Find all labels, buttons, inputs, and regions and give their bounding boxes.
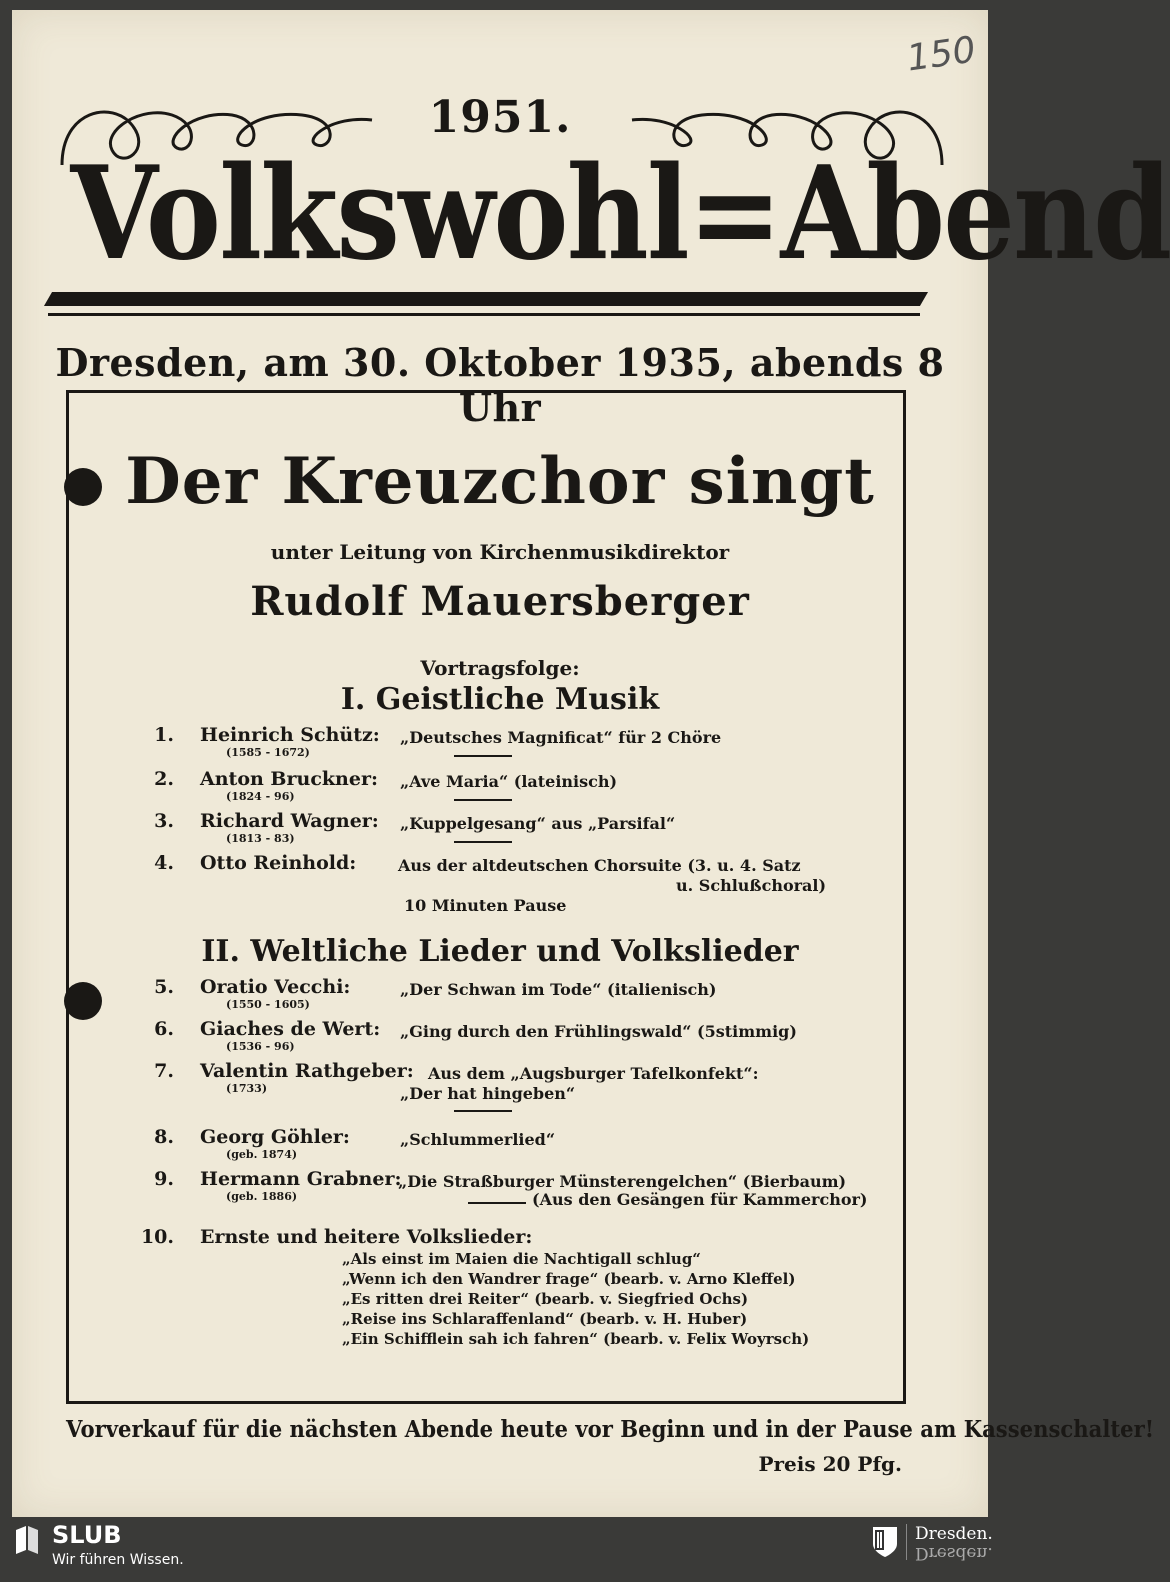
song-line: „Reise ins Schlaraffenland“ (bearb. v. H. Huber) <box>342 1310 748 1328</box>
item-composer: Giaches de Wert: <box>200 1018 381 1040</box>
item-work: Aus dem „Augsburger Tafelkonfekt“: <box>428 1064 759 1083</box>
item-work: „Der Schwan im Tode“ (italienisch) <box>400 980 717 999</box>
book-icon <box>14 1524 40 1554</box>
separator <box>454 799 512 801</box>
item-composer: Otto Reinhold: <box>200 852 357 874</box>
item-composer: Anton Bruckner: <box>200 768 378 790</box>
title-rule-thick <box>44 292 928 306</box>
separator <box>454 841 512 843</box>
song-line: „Wenn ich den Wandrer frage“ (bearb. v. Arno Kleffel) <box>342 1270 796 1288</box>
song-line: „Ein Schifflein sah ich fahren“ (bearb. v. Felix Woyrsch) <box>342 1330 810 1348</box>
item-work-continued: u. Schlußchoral) <box>676 876 827 895</box>
item-composer: Georg Göhler: <box>200 1126 350 1148</box>
program-sheet <box>12 10 1170 1517</box>
handwritten-number: 150 <box>904 29 979 80</box>
intermission-note: 10 Minuten Pause <box>404 896 567 915</box>
item-work: „Schlummerlied“ <box>400 1130 556 1149</box>
headline: Der Kreuzchor singt <box>125 444 875 519</box>
price-label: Preis 20 Pfg. <box>758 1452 902 1476</box>
item-number: 6. <box>154 1018 174 1040</box>
item-composer: Oratio Vecchi: <box>200 976 351 998</box>
item-work: „Deutsches Magnificat“ für 2 Chöre <box>400 728 722 747</box>
item-years: (1824 - 96) <box>226 790 295 803</box>
coat-of-arms-icon <box>872 1526 898 1558</box>
item-number: 2. <box>154 768 174 790</box>
item-years: (1550 - 1605) <box>226 998 310 1011</box>
title-rule-thin <box>48 313 920 316</box>
item-number: 8. <box>154 1126 174 1148</box>
item-work: Aus der altdeutschen Chorsuite (3. u. 4. Satz <box>398 856 801 875</box>
conductor-name: Rudolf Mauersberger <box>250 578 750 625</box>
item-number: 9. <box>154 1168 174 1190</box>
item-years: (geb. 1886) <box>226 1190 298 1203</box>
item-composer: Hermann Grabner: <box>200 1168 402 1190</box>
item-work: „Ave Maria“ (lateinisch) <box>400 772 618 791</box>
footer-bar <box>0 1517 1000 1582</box>
item-years: (1733) <box>226 1082 268 1095</box>
item-number: 7. <box>154 1060 174 1082</box>
item-years: (1585 - 1672) <box>226 746 310 759</box>
section-heading: I. Geistliche Musik <box>340 682 660 717</box>
separator <box>454 755 512 757</box>
footer-divider <box>906 1524 907 1560</box>
song-line: „Als einst im Maien die Nachtigall schlug“ <box>342 1250 701 1268</box>
item-years: (1536 - 96) <box>226 1040 295 1053</box>
item-number: 1. <box>154 724 174 746</box>
dresden-logo-text[interactable]: Dresden. <box>915 1524 993 1544</box>
item-composer: Richard Wagner: <box>200 810 379 832</box>
item-number: 4. <box>154 852 174 874</box>
conductor-intro: unter Leitung von Kirchenmusikdirektor <box>270 540 730 564</box>
slub-tagline: Wir führen Wissen. <box>52 1552 184 1568</box>
dateline: Dresden, am 30. Oktober 1935, abends 8 Uhr <box>55 340 945 430</box>
item-number: 5. <box>154 976 174 998</box>
item-work-continued: „Der hat hingeben“ <box>400 1084 576 1103</box>
separator <box>468 1202 526 1204</box>
item-work: „Kuppelgesang“ aus „Parsifal“ <box>400 814 676 833</box>
year-label: 1951. <box>428 92 572 143</box>
program-heading: Vortragsfolge: <box>420 656 580 680</box>
presale-notice: Vorverkauf für die nächsten Abende heute vor Beginn und in der Pause am Kassenschalter! <box>66 1416 1155 1443</box>
item-years: (geb. 1874) <box>226 1148 298 1161</box>
item-years: (1813 - 83) <box>226 832 295 845</box>
item-composer: Heinrich Schütz: <box>200 724 380 746</box>
dresden-logo-reflection: Dresden. <box>915 1543 993 1563</box>
song-line: „Es ritten drei Reiter“ (bearb. v. Siegfried Ochs) <box>342 1290 749 1308</box>
slub-logo-text[interactable]: SLUB <box>52 1521 122 1549</box>
item-work: „Ging durch den Frühlingswald“ (5stimmig) <box>400 1022 797 1041</box>
separator <box>454 1110 512 1112</box>
item-number: 10. <box>140 1226 174 1248</box>
item-number: 3. <box>154 810 174 832</box>
item-composer: Ernste und heitere Volkslieder: <box>200 1226 533 1248</box>
punch-hole-icon <box>64 982 102 1020</box>
item-work: „Die Straßburger Münsterengelchen“ (Bierbaum) <box>398 1172 847 1191</box>
section-heading: II. Weltliche Lieder und Volkslieder <box>201 934 799 969</box>
main-title: Volkswohl=Abend <box>70 139 1170 289</box>
item-composer: Valentin Rathgeber: <box>200 1060 414 1082</box>
item-work-continued: (Aus den Gesängen für Kammerchor) <box>532 1190 868 1209</box>
